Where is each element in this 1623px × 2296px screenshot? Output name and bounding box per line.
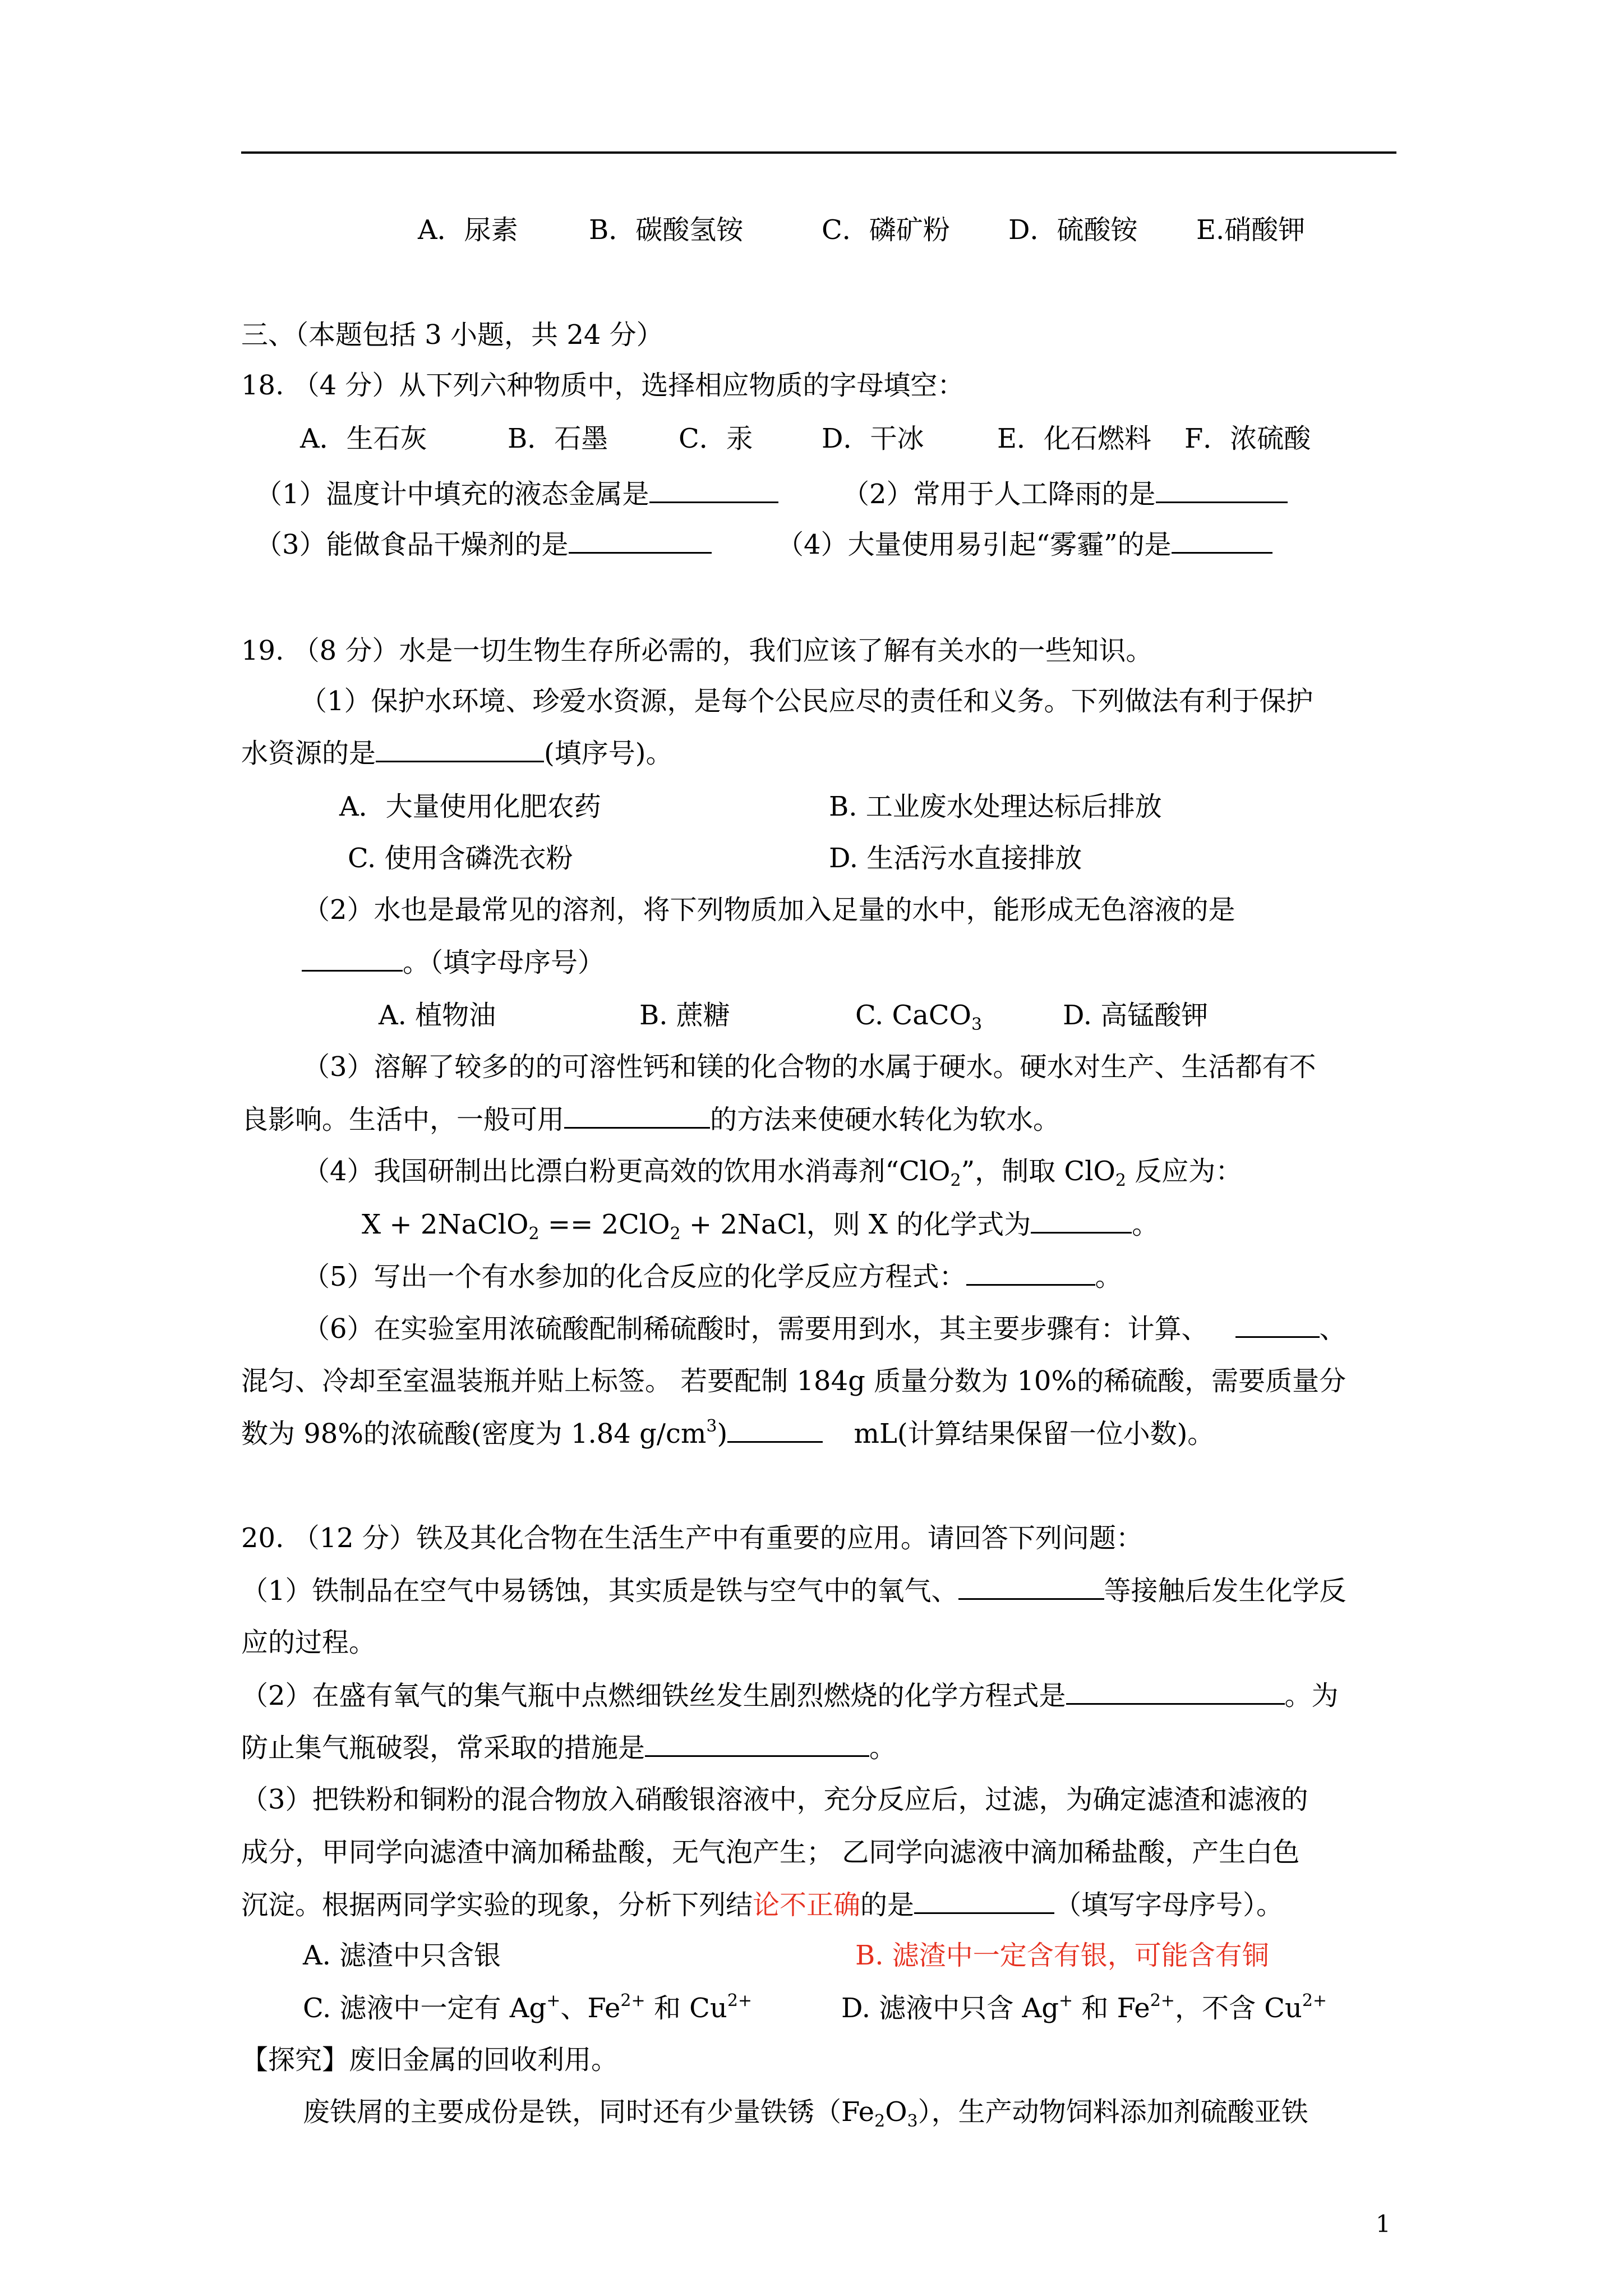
q18-option-f: F．浓硫酸: [1184, 423, 1311, 454]
q17-option-a: A．尿素: [418, 214, 518, 246]
q19-part2-line2: 。（填字母序号）: [302, 945, 605, 979]
q19-part5: （5）写出一个有水参加的化合反应的化学反应方程式： 。: [303, 1259, 1122, 1294]
q19-part1-line2: 水资源的是 (填序号)。: [241, 736, 672, 770]
q19-part1-option-b: B. 工业废水处理达标后排放: [829, 791, 1162, 822]
q20-part1-line1: （1）铁制品在空气中易锈蚀，其实质是铁与空气中的氧气、 等接触后发生化学反: [241, 1573, 1347, 1608]
q19-part1-option-d: D. 生活污水直接排放: [829, 843, 1082, 874]
q18-part3: （3）能做食品干燥剂的是: [255, 527, 712, 562]
q17-option-e: E.硝酸钾: [1196, 214, 1306, 246]
q20-part2-line1: （2）在盛有氧气的集气瓶中点燃细铁丝发生剧烈燃烧的化学方程式是 。为: [241, 1678, 1339, 1713]
answer-blank[interactable]: [966, 1259, 1095, 1286]
q20-part3-line3: 沉淀。根据两同学实验的现象，分析下列结论不正确的是 （填写字母序号）。: [241, 1888, 1283, 1922]
q19-part2-option-a: A. 植物油: [379, 1000, 496, 1031]
q18-stem: 18. （4 分）从下列六种物质中，选择相应物质的字母填空：: [241, 370, 965, 401]
q19-part2-option-b: B. 蔗糖: [639, 1000, 730, 1031]
q19-part3-line1: （3）溶解了较多的的可溶性钙和镁的化合物的水属于硬水。硬水对生产、生活都有不: [303, 1051, 1316, 1083]
q19-part2-option-d: D. 高锰酸钾: [1063, 1000, 1209, 1031]
answer-blank[interactable]: [649, 477, 778, 503]
q19-part3-line2: 良影响。生活中，一般可用 的方法来使硬水转化为软水。: [241, 1102, 1060, 1137]
answer-blank[interactable]: [1172, 527, 1272, 554]
q19-part6-line3: 数为 98%的浓硫酸(密度为 1.84 $g/cm^3$) mL(计算结果保留一位小数)。: [241, 1416, 1215, 1450]
answer-blank[interactable]: [569, 527, 712, 554]
q18-option-c: C．汞: [679, 423, 753, 454]
q19-part4-line1: （4）我国研制出比漂白粉更高效的饮用水消毒剂“ClO$_2$”，制取 ClO$_2$ 反应为：: [303, 1156, 1243, 1190]
q18-part1: （1）温度计中填充的液态金属是: [255, 477, 778, 511]
q17-option-d: D．硫酸铵: [1008, 214, 1138, 246]
q19-part2-line1: （2）水也是最常见的溶剂，将下列物质加入足量的水中，能形成无色溶液的是: [303, 894, 1235, 926]
q18-option-e: E．化石燃料: [997, 423, 1152, 454]
q20-option-c: C. 滤液中一定有 Ag+、$Fe^{2+}$ 和 $Cu^{2+}$: [303, 1991, 753, 2024]
answer-blank[interactable]: [958, 1573, 1104, 1600]
q19-part6-line2: 混匀、冷却至室温装瓶并贴上标签。 若要配制 184g 质量分数为 10%的稀硫酸，需要质量分: [241, 1365, 1347, 1397]
q20-part3-line1: （3）把铁粉和铜粉的混合物放入硝酸银溶液中，充分反应后，过滤，为确定滤渣和滤液的: [241, 1784, 1308, 1815]
q19-part1-line1: （1）保护水环境、珍爱水资源，是每个公民应尽的责任和义务。下列做法有利于保护: [300, 685, 1313, 717]
answer-blank[interactable]: [1156, 477, 1288, 503]
q18-option-a: A．生石灰: [300, 423, 427, 454]
q20-part3-line2: 成分，甲同学向滤渣中滴加稀盐酸，无气泡产生； 乙同学向滤液中滴加稀盐酸，产生白色: [241, 1837, 1300, 1868]
answer-blank[interactable]: [1235, 1312, 1320, 1338]
answer-blank[interactable]: [1031, 1207, 1132, 1234]
answer-blank[interactable]: [727, 1416, 823, 1443]
header-rule: [241, 151, 1396, 154]
answer-blank[interactable]: [914, 1888, 1054, 1914]
q19-part1-option-c: C. 使用含磷洗衣粉: [348, 843, 573, 874]
answer-blank[interactable]: [376, 736, 544, 762]
q19-part4-equation: X + 2NaClO$_2$ == 2ClO$_2$ + 2NaCl，则 X 的化学式为 。: [362, 1207, 1159, 1241]
q19-stem: 19. （8 分）水是一切生物生存所必需的，我们应该了解有关水的一些知识。: [241, 635, 1153, 666]
highlighted-text: 论不正确: [753, 1889, 861, 1921]
q20-option-d: D. 滤液中只含 Ag+ 和 $Fe^{2+}$，不含 $Cu^{2+}$: [841, 1991, 1327, 2024]
q20-part1-line2: 应的过程。: [241, 1627, 376, 1658]
q20-option-b: B. 滤渣中一定含有银，可能含有铜: [855, 1940, 1269, 1971]
q20-stem: 20. （12 分）铁及其化合物在生活生产中有重要的应用。请回答下列问题：: [241, 1522, 1143, 1554]
answer-blank[interactable]: [645, 1731, 869, 1757]
explore-heading: 【探究】废旧金属的回收利用。: [241, 2044, 619, 2076]
q18-option-b: B．石墨: [508, 423, 608, 454]
q18-part4: （4）大量使用易引起“雾霾”的是: [777, 527, 1272, 562]
page-number: 1: [1376, 2210, 1391, 2238]
q20-option-a: A. 滤渣中只含银: [303, 1940, 501, 1971]
q19-part1-option-a: A．大量使用化肥农药: [339, 791, 601, 822]
q19-part6-line1: （6）在实验室用浓硫酸配制稀硫酸时，需要用到水，其主要步骤有：计算、 、: [303, 1312, 1347, 1346]
answer-blank[interactable]: [302, 945, 403, 972]
explore-paragraph: 废铁屑的主要成份是铁，同时还有少量铁锈$(Fe_2O_3)$，生产动物饲料添加剂硫酸亚铁: [303, 2096, 1308, 2131]
q17-option-b: B．碳酸氢铵: [589, 214, 744, 246]
section-header: 三、（本题包括 3 小题，共 24 分）: [241, 319, 663, 351]
q18-part2: （2）常用于人工降雨的是: [842, 477, 1288, 511]
answer-blank[interactable]: [1066, 1678, 1285, 1705]
answer-blank[interactable]: [564, 1102, 710, 1129]
q18-option-d: D．干冰: [822, 423, 924, 454]
q20-part2-line2: 防止集气瓶破裂，常采取的措施是 。: [241, 1731, 896, 1765]
q19-part2-option-c: C. CaCO$_3$: [855, 1000, 983, 1034]
q17-option-c: C．磷矿粉: [822, 214, 950, 246]
